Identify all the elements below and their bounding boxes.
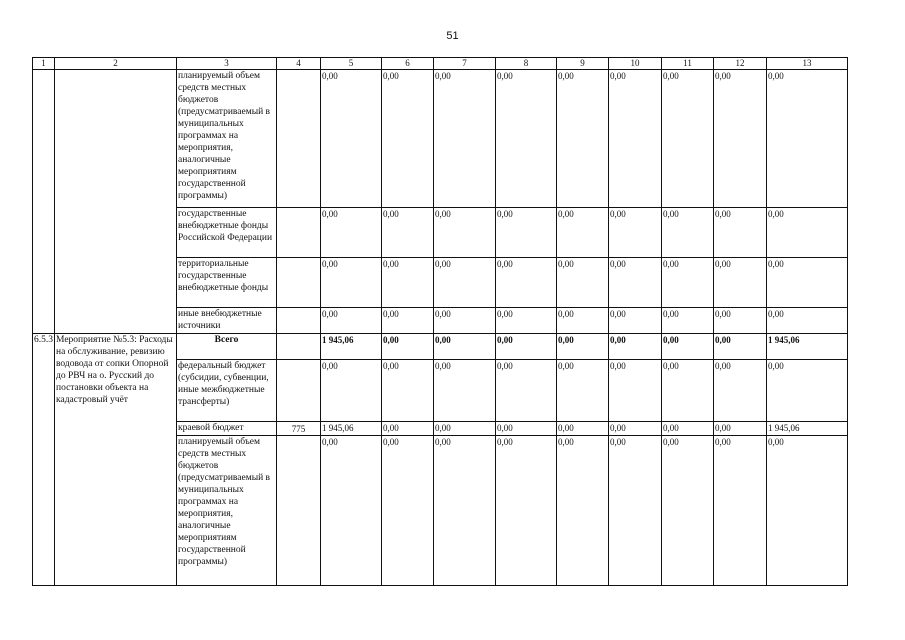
code-cell: [277, 360, 321, 422]
value-cell: 0,00: [434, 334, 496, 360]
value-cell: 0,00: [609, 360, 662, 422]
value-cell: 0,00: [382, 436, 434, 586]
value-cell: 0,00: [767, 360, 848, 422]
value-cell: 0,00: [434, 422, 496, 436]
value-cell: 0,00: [609, 334, 662, 360]
value-cell: 0,00: [714, 258, 767, 308]
value-cell: 0,00: [434, 70, 496, 208]
budget-table: [32, 57, 848, 586]
header-row: [33, 58, 848, 70]
value-cell: 0,00: [496, 436, 557, 586]
header-cell: 9: [557, 58, 609, 70]
value-cell: 0,00: [382, 70, 434, 208]
value-cell: 0,00: [434, 208, 496, 258]
value-cell: 0,00: [496, 360, 557, 422]
value-cell: 0,00: [557, 360, 609, 422]
value-cell: 0,00: [557, 208, 609, 258]
value-cell: 0,00: [434, 258, 496, 308]
value-cell: 0,00: [767, 208, 848, 258]
value-cell: 0,00: [714, 436, 767, 586]
value-cell: 0,00: [382, 308, 434, 334]
value-cell: 0,00: [714, 334, 767, 360]
value-cell: 0,00: [662, 308, 714, 334]
source-cell: государственные внебюджетные фонды Российской Федерации: [177, 208, 277, 258]
value-cell: 0,00: [557, 422, 609, 436]
value-cell: 0,00: [434, 360, 496, 422]
value-cell: 0,00: [609, 258, 662, 308]
value-cell: 0,00: [496, 258, 557, 308]
source-cell: иные внебюджетные источники: [177, 308, 277, 334]
value-cell: 0,00: [767, 308, 848, 334]
value-cell: 0,00: [557, 308, 609, 334]
value-cell: 0,00: [662, 334, 714, 360]
value-cell: 0,00: [382, 360, 434, 422]
header-cell: 6: [382, 58, 434, 70]
value-cell: 0,00: [662, 70, 714, 208]
code-cell: [277, 70, 321, 208]
source-cell: территориальные государственные внебюджетные фонды: [177, 258, 277, 308]
value-cell: 0,00: [382, 208, 434, 258]
value-cell: 1 945,06: [321, 334, 382, 360]
header-cell: 11: [662, 58, 714, 70]
header-cell: 12: [714, 58, 767, 70]
value-cell: 0,00: [321, 308, 382, 334]
value-cell: 0,00: [609, 436, 662, 586]
code-cell: 775: [277, 422, 321, 436]
value-cell: 0,00: [382, 422, 434, 436]
source-cell: федеральный бюджет (субсидии, субвенции, иные межбюджетные трансферты): [177, 360, 277, 422]
header-cell: 5: [321, 58, 382, 70]
value-cell: 0,00: [321, 208, 382, 258]
value-cell: 0,00: [557, 70, 609, 208]
header-cell: 3: [177, 58, 277, 70]
value-cell: 1 945,06: [767, 334, 848, 360]
code-cell: [277, 308, 321, 334]
value-cell: 0,00: [434, 308, 496, 334]
header-cell: 13: [767, 58, 848, 70]
value-cell: 0,00: [609, 208, 662, 258]
value-cell: 0,00: [714, 422, 767, 436]
value-cell: 0,00: [382, 258, 434, 308]
page-number: 51: [446, 30, 459, 42]
value-cell: 0,00: [662, 258, 714, 308]
item-number: 6.5.3: [33, 334, 55, 586]
value-cell: 0,00: [382, 334, 434, 360]
header-cell: 1: [33, 58, 55, 70]
value-cell: 0,00: [609, 70, 662, 208]
item-title: Мероприятие №5.3: Расходы на обслуживание, ревизию водовода от сопки Опорной до РВЧ на о. Русский до постановки объекта на кадастровый учёт: [55, 334, 177, 586]
value-cell: 0,00: [609, 308, 662, 334]
value-cell: 0,00: [714, 208, 767, 258]
value-cell: 0,00: [557, 334, 609, 360]
code-cell: [277, 258, 321, 308]
table-row-total: [33, 334, 848, 360]
header-cell: 7: [434, 58, 496, 70]
value-cell: 0,00: [557, 258, 609, 308]
value-cell: 0,00: [496, 422, 557, 436]
value-cell: 0,00: [321, 436, 382, 586]
value-cell: 0,00: [767, 258, 848, 308]
value-cell: 1 945,06: [321, 422, 382, 436]
value-cell: 0,00: [714, 70, 767, 208]
value-cell: 0,00: [662, 208, 714, 258]
header-cell: 8: [496, 58, 557, 70]
code-cell: [277, 208, 321, 258]
value-cell: 0,00: [662, 360, 714, 422]
source-cell-total: Всего: [177, 334, 277, 360]
header-cell: 10: [609, 58, 662, 70]
value-cell: 0,00: [496, 334, 557, 360]
header-cell: 4: [277, 58, 321, 70]
value-cell: 0,00: [496, 308, 557, 334]
value-cell: 0,00: [714, 308, 767, 334]
empty-item-cell: [55, 70, 177, 334]
value-cell: 1 945,06: [767, 422, 848, 436]
code-cell: [277, 436, 321, 586]
value-cell: 0,00: [321, 258, 382, 308]
value-cell: 0,00: [714, 360, 767, 422]
source-cell: краевой бюджет: [177, 422, 277, 436]
empty-number-cell: [33, 70, 55, 334]
value-cell: 0,00: [321, 360, 382, 422]
code-cell: [277, 334, 321, 360]
value-cell: 0,00: [662, 436, 714, 586]
value-cell: 0,00: [609, 422, 662, 436]
source-cell: планируемый объем средств местных бюджетов (предусматриваемый в муниципальных программах на мероприятия, аналогичные мероприятиям государственной программы): [177, 70, 277, 208]
value-cell: 0,00: [321, 70, 382, 208]
value-cell: 0,00: [767, 436, 848, 586]
value-cell: 0,00: [557, 436, 609, 586]
value-cell: 0,00: [496, 70, 557, 208]
value-cell: 0,00: [662, 422, 714, 436]
value-cell: 0,00: [767, 70, 848, 208]
header-cell: 2: [55, 58, 177, 70]
value-cell: 0,00: [496, 208, 557, 258]
table-row: [33, 70, 848, 208]
source-cell: планируемый объем средств местных бюджетов (предусматриваемый в муниципальных программах на мероприятия, аналогичные мероприятиям государственной программы): [177, 436, 277, 586]
value-cell: 0,00: [434, 436, 496, 586]
